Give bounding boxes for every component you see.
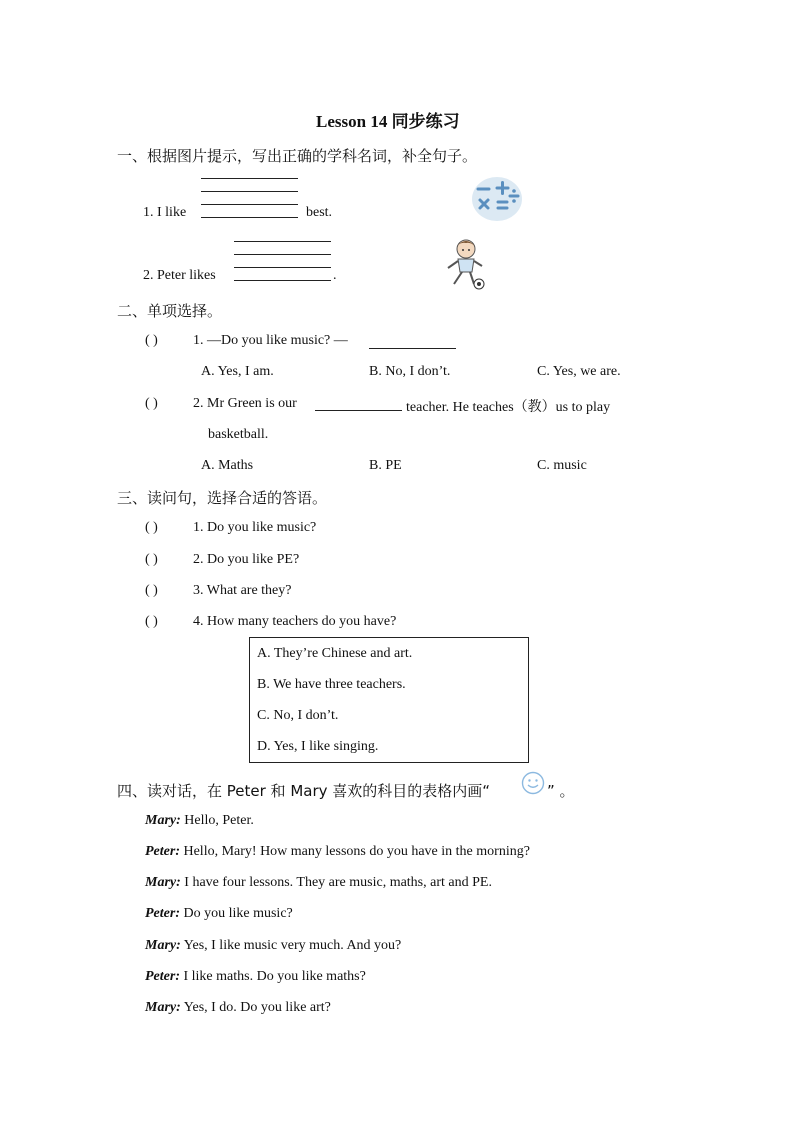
answer-paren: ( )	[145, 614, 158, 629]
s2-q2-option: B. PE	[369, 458, 402, 473]
math-symbols-icon	[470, 174, 524, 224]
s3-question: 3. What are they?	[193, 583, 292, 598]
section2-heading: 二、单项选择。	[117, 302, 223, 320]
speaker: Peter:	[145, 844, 180, 859]
s3-answer: A. They’re Chinese and art.	[257, 646, 413, 661]
page-title: Lesson 14 同步练习	[316, 112, 460, 131]
s2-q2-text-c: basketball.	[208, 427, 269, 442]
answer-paren: ( )	[145, 520, 158, 535]
section4-heading-a: 四、读对话，在 Peter 和 Mary 喜欢的科目的表格内画“	[117, 782, 491, 800]
answer-line	[201, 191, 298, 192]
dialogue-line	[145, 844, 530, 860]
speaker: Mary:	[145, 813, 181, 828]
section1-heading: 一、根据图片提示，写出正确的学科名词，补全句子。	[117, 147, 478, 165]
speaker: Mary:	[145, 875, 181, 890]
s3-answer: C. No, I don’t.	[257, 708, 339, 723]
answer-line	[234, 267, 331, 268]
boy-playing-football-icon	[440, 236, 488, 292]
dialogue-line	[145, 875, 492, 891]
section4-heading-b: ” 。	[547, 782, 575, 800]
s2-q1-option: B. No, I don’t.	[369, 364, 451, 379]
answer-paren: ( )	[145, 333, 158, 348]
dialogue-line	[145, 1000, 331, 1016]
answer-paren: ( )	[145, 583, 158, 598]
s1-q1-suffix: best.	[306, 205, 333, 220]
utterance: Yes, I like music very much. And you?	[183, 938, 402, 953]
speaker: Peter:	[145, 906, 180, 921]
answer-line	[201, 178, 298, 179]
answer-line	[234, 241, 331, 242]
utterance: Do you like music?	[183, 906, 293, 921]
answer-line	[201, 217, 298, 218]
s3-answer: D. Yes, I like singing.	[257, 739, 379, 754]
utterance: Yes, I do. Do you like art?	[183, 1000, 331, 1015]
smiley-face-icon	[520, 770, 546, 796]
s1-q2-suffix: .	[333, 268, 337, 283]
dialogue-line	[145, 938, 401, 954]
dialogue-line	[145, 813, 254, 829]
s2-q2-text-a: 2. Mr Green is our	[193, 396, 297, 411]
utterance: I have four lessons. They are music, maths, art and PE.	[184, 875, 492, 890]
s3-question: 1. Do you like music?	[193, 520, 317, 535]
s1-q1-prefix: 1. I like	[143, 205, 187, 220]
answer-line	[315, 410, 402, 411]
speaker: Mary:	[145, 1000, 181, 1015]
s2-q2-text-b: teacher. He teaches（教）us to play	[406, 400, 611, 415]
dialogue-line	[145, 969, 366, 985]
answer-line	[234, 254, 331, 255]
s2-q2-option: C. music	[537, 458, 587, 473]
answer-line	[201, 204, 298, 205]
speaker: Mary:	[145, 938, 181, 953]
utterance: Hello, Mary! How many lessons do you have in the morning?	[183, 844, 530, 859]
s2-q1-option: C. Yes, we are.	[537, 364, 621, 379]
utterance: I like maths. Do you like maths?	[183, 969, 366, 984]
s3-question: 2. Do you like PE?	[193, 552, 300, 567]
answer-line	[234, 280, 331, 281]
utterance: Hello, Peter.	[184, 813, 254, 828]
dialogue-line	[145, 906, 293, 922]
s2-q1-text: 1. —Do you like music? —	[193, 333, 348, 348]
answer-line	[369, 348, 456, 349]
s2-q2-option: A. Maths	[201, 458, 254, 473]
speaker: Peter:	[145, 969, 180, 984]
answer-paren: ( )	[145, 552, 158, 567]
s3-question: 4. How many teachers do you have?	[193, 614, 397, 629]
s3-answer: B. We have three teachers.	[257, 677, 406, 692]
section3-heading: 三、读问句，选择合适的答语。	[117, 489, 328, 507]
s1-q2-prefix: 2. Peter likes	[143, 268, 216, 283]
answer-paren: ( )	[145, 396, 158, 411]
s2-q1-option: A. Yes, I am.	[201, 364, 274, 379]
